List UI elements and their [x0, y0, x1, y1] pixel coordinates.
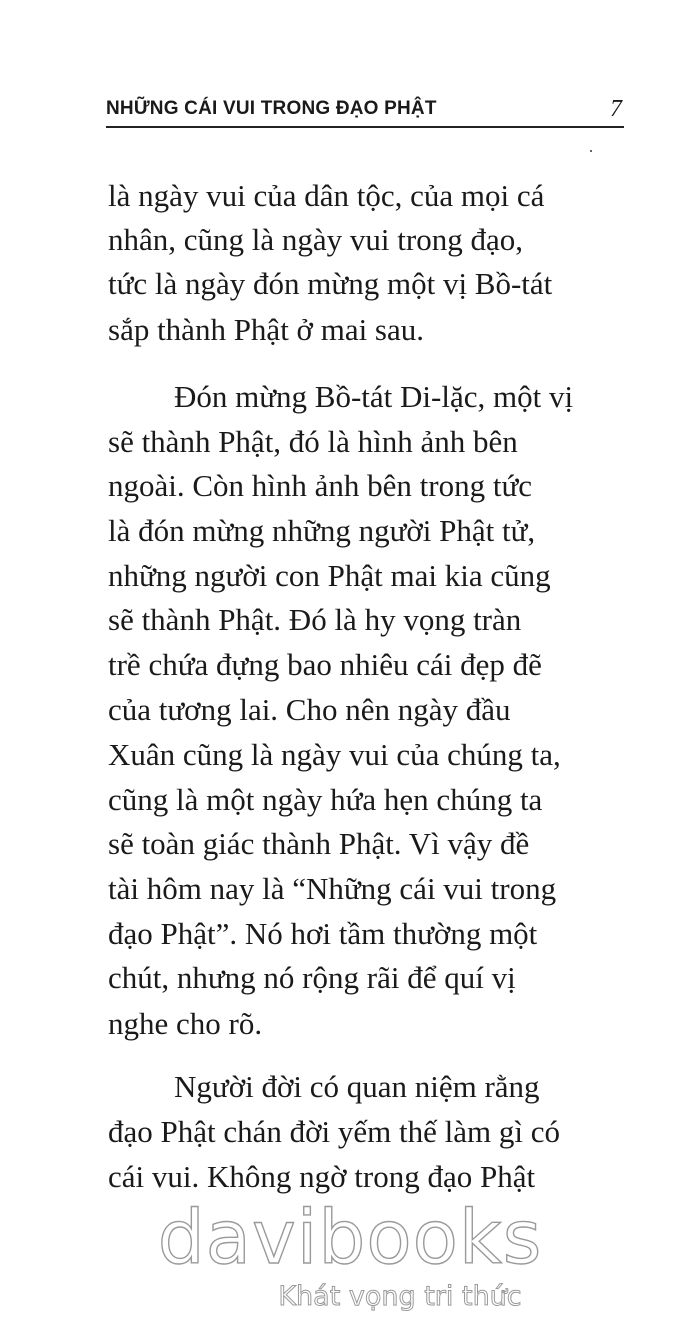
text-line: tức là ngày đón mừng một vị Bồ-tát [108, 266, 553, 301]
text-line: Xuân cũng là ngày vui của chúng ta, [108, 737, 561, 772]
text-line: cái vui. Không ngờ trong đạo Phật [108, 1159, 536, 1194]
text-line: là đón mừng những người Phật tử, [108, 513, 536, 548]
paragraph-first-line: Đón mừng Bồ-tát Di-lặc, một vị [174, 379, 574, 414]
text-line: nghe cho rõ. [108, 1006, 263, 1041]
watermark [0, 1196, 700, 1324]
text-line: đạo Phật”. Nó hơi tầm thường một [108, 916, 538, 951]
text-line: sẽ toàn giác thành Phật. Vì vậy đề [108, 826, 530, 861]
text-line: trề chứa đựng bao nhiêu cái đẹp đẽ [108, 647, 542, 682]
text-line: là ngày vui của dân tộc, của mọi cá [108, 178, 545, 213]
text-line: sắp thành Phật ở mai sau. [108, 312, 425, 347]
page-number: 7 [610, 96, 622, 122]
text-line: ngoài. Còn hình ảnh bên trong tức [108, 468, 533, 503]
running-header [106, 96, 624, 128]
text-line: của tương lai. Cho nên ngày đầu [108, 692, 511, 727]
text-line: chút, nhưng nó rộng rãi để quí vị [108, 960, 516, 995]
text-line: sẽ thành Phật. Đó là hy vọng tràn [108, 602, 522, 637]
text-line: những người con Phật mai kia cũng [108, 558, 551, 593]
text-line: tài hôm nay là “Những cái vui trong [108, 871, 557, 906]
text-line: sẽ thành Phật, đó là hình ảnh bên [108, 424, 518, 459]
running-header-title: NHỮNG CÁI VUI TRONG ĐẠO PHẬT [106, 98, 437, 119]
paragraph-first-line: Người đời có quan niệm rằng [174, 1069, 540, 1104]
text-line: cũng là một ngày hứa hẹn chúng ta [108, 782, 543, 817]
print-speck [590, 150, 592, 152]
watermark-brand: davibooks [157, 1195, 543, 1281]
text-line: đạo Phật chán đời yếm thế làm gì có [108, 1114, 560, 1149]
watermark-tagline: Khát vọng tri thức [278, 1281, 522, 1312]
text-line: nhân, cũng là ngày vui trong đạo, [108, 222, 523, 257]
